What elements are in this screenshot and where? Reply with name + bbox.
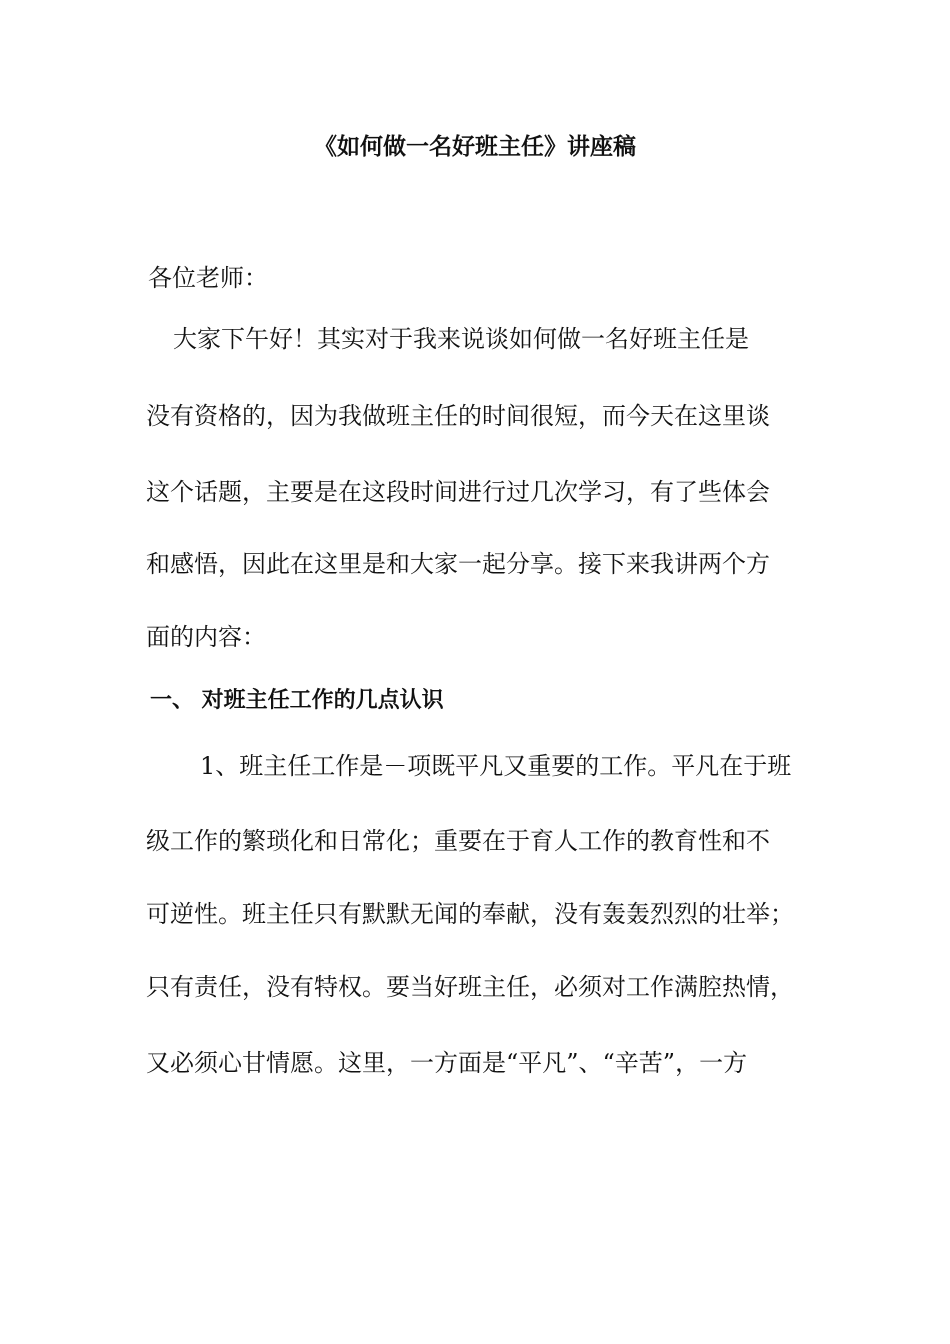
paragraph-line: 没有资格的，因为我做班主任的时间很短，而今天在这里谈 [146,402,770,430]
salutation: 各位老师： [148,264,268,292]
paragraph-line: 级工作的繁琐化和日常化；重要在于育人工作的教育性和不 [146,827,770,855]
document-title: 《如何做一名好班主任》讲座稿 [314,134,636,160]
paragraph-line: 大家下午好！其实对于我来说谈如何做一名好班主任是 [173,325,749,353]
paragraph-line: 可逆性。班主任只有默默无闻的奉献，没有轰轰烈烈的壮举； [146,900,794,928]
paragraph-line: 只有责任，没有特权。要当好班主任，必须对工作满腔热情， [146,973,794,1001]
paragraph-line: 1、班主任工作是－项既平凡又重要的工作。平凡在于班 [200,752,792,780]
paragraph-line: 这个话题，主要是在这段时间进行过几次学习，有了些体会 [146,478,770,506]
paragraph-line: 面的内容： [146,623,266,651]
section-heading: 一、 对班主任工作的几点认识 [150,688,444,713]
paragraph-line: 又必须心甘情愿。这里，一方面是“平凡”、“辛苦”，一方 [146,1049,748,1077]
paragraph-line: 和感悟，因此在这里是和大家一起分享。接下来我讲两个方 [146,550,770,578]
